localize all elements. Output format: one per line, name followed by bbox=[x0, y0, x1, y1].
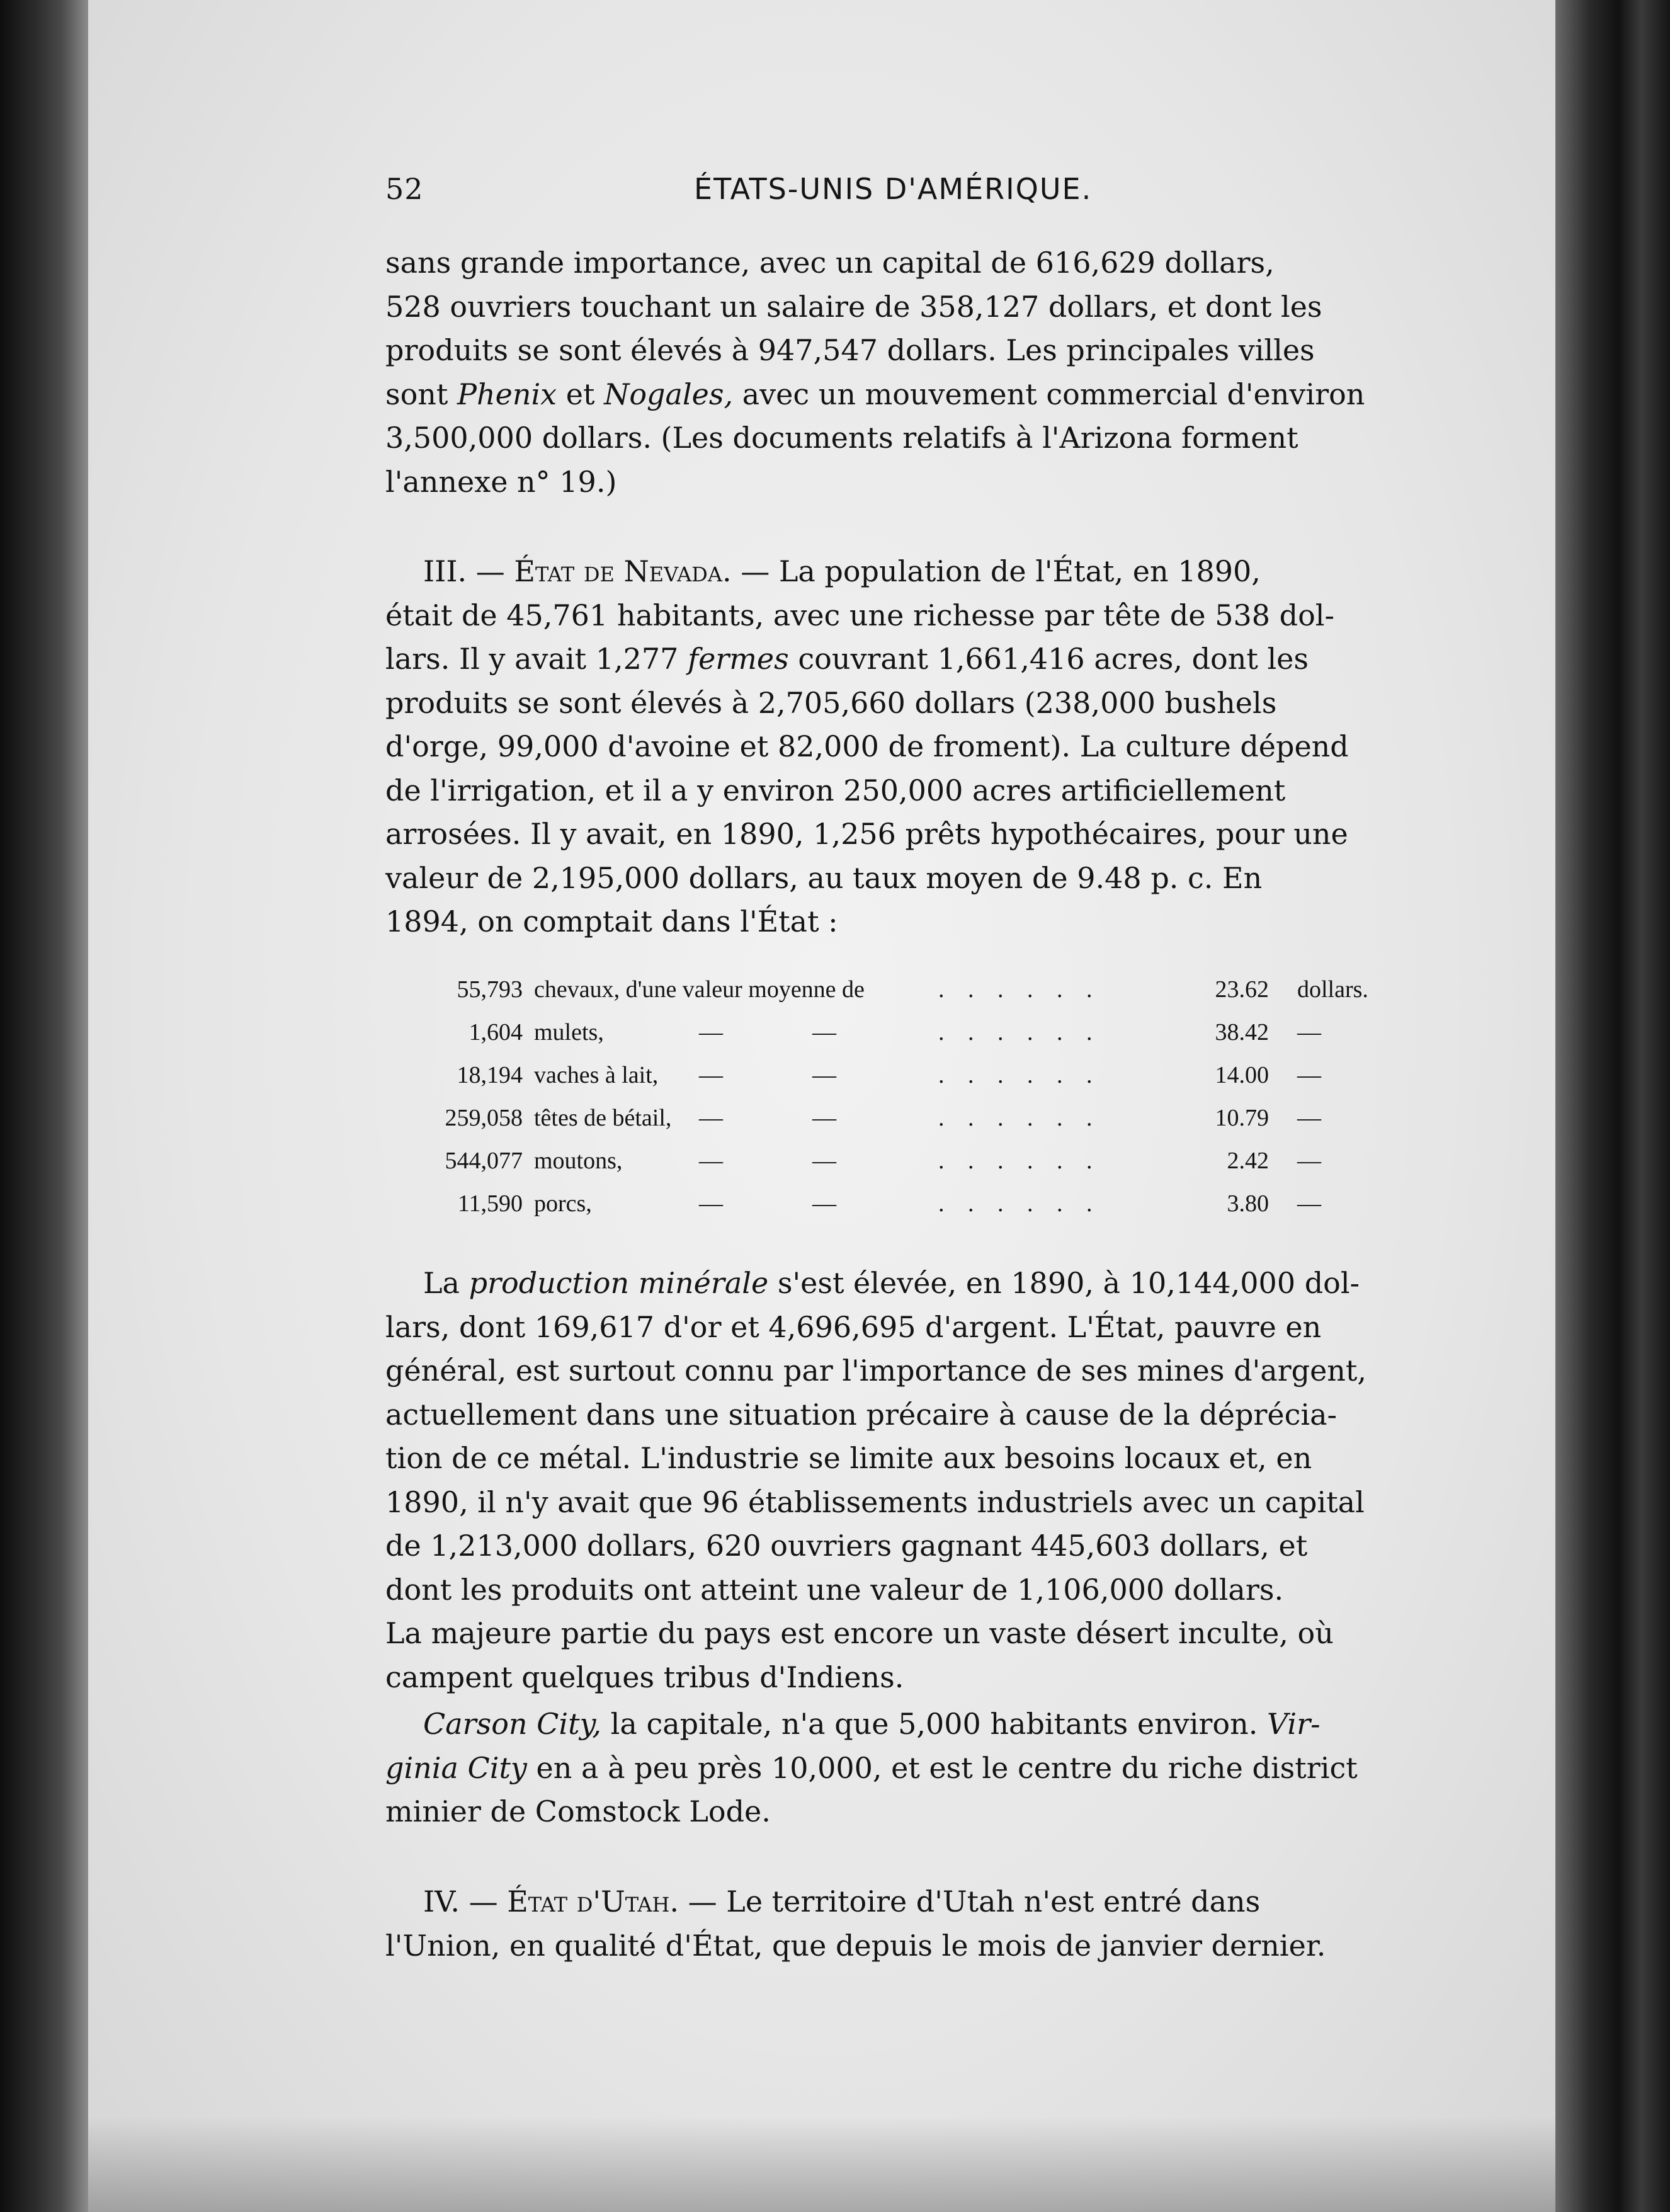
book-edge-right bbox=[1555, 0, 1670, 2212]
leader-dots: . . . . . . bbox=[938, 1190, 1101, 1217]
text-line: l'annexe n° 19.) bbox=[385, 464, 617, 499]
section-heading-nevada: III. — État de Nevada. — La population de l'État, en 1890, bbox=[423, 554, 1261, 588]
livestock-price: 14.00 bbox=[1215, 1062, 1269, 1088]
paragraph-utah bbox=[385, 1880, 1387, 1968]
price-unit: — bbox=[1297, 1019, 1321, 1046]
text-line: ginia City en a à peu près 10,000, et est le centre du riche district bbox=[385, 1750, 1358, 1785]
text-line: 528 ouvriers touchant un salaire de 358,127 dollars, et dont les bbox=[385, 289, 1322, 324]
city-phenix: Phenix bbox=[457, 377, 557, 411]
book-gutter-left bbox=[0, 0, 88, 2212]
paragraph-nevada bbox=[385, 550, 1387, 944]
livestock-label: moutons, bbox=[534, 1148, 623, 1174]
text-line: 1890, il n'y avait que 96 établissements industriels avec un capital bbox=[385, 1485, 1365, 1519]
livestock-table bbox=[397, 968, 1398, 1225]
livestock-row bbox=[397, 1054, 1398, 1097]
paragraph-mineral-production bbox=[385, 1262, 1387, 1699]
livestock-label: vaches à lait, bbox=[534, 1062, 659, 1088]
livestock-count: 55,793 bbox=[457, 976, 523, 1003]
livestock-price: 38.42 bbox=[1215, 1019, 1269, 1046]
livestock-label: mulets, bbox=[534, 1019, 604, 1046]
ditto-mark: — bbox=[699, 1062, 723, 1088]
livestock-label: chevaux, d'une valeur moyenne de bbox=[534, 976, 865, 1003]
ditto-mark: — bbox=[812, 1062, 836, 1088]
text-line: de 1,213,000 dollars, 620 ouvriers gagnant 445,603 dollars, et bbox=[385, 1529, 1308, 1563]
section-heading-utah: IV. — État d'Utah. — Le territoire d'Utah n'est entré dans bbox=[423, 1884, 1261, 1918]
price-unit: — bbox=[1297, 1190, 1321, 1217]
livestock-count: 544,077 bbox=[445, 1148, 523, 1174]
running-head bbox=[385, 167, 1166, 211]
page-shadow bbox=[88, 2116, 1555, 2212]
page-title: ÉTATS-UNIS D'AMÉRIQUE. bbox=[694, 172, 1093, 206]
leader-dots: . . . . . . bbox=[938, 1148, 1101, 1174]
livestock-label: têtes de bétail, bbox=[534, 1105, 672, 1131]
text-line: produits se sont élevés à 2,705,660 dollars (238,000 bushels bbox=[385, 685, 1277, 720]
ditto-mark: — bbox=[699, 1148, 723, 1174]
livestock-price: 2.42 bbox=[1227, 1148, 1269, 1174]
livestock-count: 259,058 bbox=[445, 1105, 523, 1131]
livestock-count: 18,194 bbox=[457, 1062, 523, 1088]
livestock-price: 3.80 bbox=[1227, 1190, 1269, 1217]
text-line: produits se sont élevés à 947,547 dollars. Les principales villes bbox=[385, 333, 1315, 367]
text-line: 3,500,000 dollars. (Les documents relatifs à l'Arizona forment bbox=[385, 421, 1298, 455]
livestock-row bbox=[397, 1182, 1398, 1225]
livestock-price: 23.62 bbox=[1215, 976, 1269, 1003]
livestock-row bbox=[397, 1139, 1398, 1182]
price-unit: dollars. bbox=[1297, 976, 1368, 1003]
livestock-row bbox=[397, 1011, 1398, 1054]
text-line: La production minérale s'est élevée, en 1890, à 10,144,000 dol- bbox=[423, 1266, 1360, 1300]
paragraph-cities bbox=[385, 1702, 1387, 1834]
text-line: La majeure partie du pays est encore un vaste désert inculte, où bbox=[385, 1616, 1334, 1650]
livestock-count: 11,590 bbox=[457, 1190, 523, 1217]
ditto-mark: — bbox=[812, 1190, 836, 1217]
text-line: lars, dont 169,617 d'or et 4,696,695 d'argent. L'État, pauvre en bbox=[385, 1309, 1322, 1344]
ditto-mark: — bbox=[812, 1105, 836, 1131]
livestock-row bbox=[397, 968, 1398, 1011]
text-line: dont les produits ont atteint une valeur de 1,106,000 dollars. bbox=[385, 1572, 1284, 1607]
text-line: sans grande importance, avec un capital de 616,629 dollars, bbox=[385, 246, 1275, 280]
livestock-count: 1,604 bbox=[469, 1019, 523, 1046]
ditto-mark: — bbox=[812, 1148, 836, 1174]
price-unit: — bbox=[1297, 1105, 1321, 1131]
text-line: minier de Comstock Lode. bbox=[385, 1794, 771, 1828]
text-line: tion de ce métal. L'industrie se limite aux besoins locaux et, en bbox=[385, 1441, 1312, 1475]
ditto-mark: — bbox=[699, 1105, 723, 1131]
leader-dots: . . . . . . bbox=[938, 1019, 1101, 1046]
text-line: 1894, on comptait dans l'État : bbox=[385, 904, 838, 938]
paragraph-arizona bbox=[385, 241, 1387, 504]
text-line: actuellement dans une situation précaire à cause de la déprécia- bbox=[385, 1397, 1338, 1432]
text-line: valeur de 2,195,000 dollars, au taux moyen de 9.48 p. c. En bbox=[385, 860, 1263, 895]
ditto-mark: — bbox=[812, 1019, 836, 1046]
text-line: l'Union, en qualité d'État, que depuis le mois de janvier dernier. bbox=[385, 1928, 1326, 1963]
city-nogales: Nogales, bbox=[604, 377, 734, 411]
text-line: d'orge, 99,000 d'avoine et 82,000 de froment). La culture dépend bbox=[385, 729, 1349, 763]
text-line: était de 45,761 habitants, avec une richesse par tête de 538 dol- bbox=[385, 598, 1335, 632]
text-line: de l'irrigation, et il a y environ 250,000 acres artificiellement bbox=[385, 773, 1286, 807]
ditto-mark: — bbox=[699, 1190, 723, 1217]
price-unit: — bbox=[1297, 1148, 1321, 1174]
text-line: général, est surtout connu par l'importance de ses mines d'argent, bbox=[385, 1354, 1367, 1388]
text-line: Carson City, la capitale, n'a que 5,000 habitants environ. Vir- bbox=[423, 1707, 1321, 1741]
livestock-label: porcs, bbox=[534, 1190, 592, 1217]
price-unit: — bbox=[1297, 1062, 1321, 1088]
livestock-price: 10.79 bbox=[1215, 1105, 1269, 1131]
page-number: 52 bbox=[385, 172, 424, 206]
text-line: arrosées. Il y avait, en 1890, 1,256 prêts hypothécaires, pour une bbox=[385, 817, 1348, 851]
text-line: campent quelques tribus d'Indiens. bbox=[385, 1660, 904, 1694]
livestock-row bbox=[397, 1097, 1398, 1139]
leader-dots: . . . . . . bbox=[938, 1062, 1101, 1088]
text-line: lars. Il y avait 1,277 fermes couvrant 1,661,416 acres, dont les bbox=[385, 642, 1309, 676]
text-line: sont Phenix et Nogales, avec un mouvement commercial d'environ bbox=[385, 377, 1365, 411]
leader-dots: . . . . . . bbox=[938, 1105, 1101, 1131]
leader-dots: . . . . . . bbox=[938, 976, 1101, 1003]
ditto-mark: — bbox=[699, 1019, 723, 1046]
